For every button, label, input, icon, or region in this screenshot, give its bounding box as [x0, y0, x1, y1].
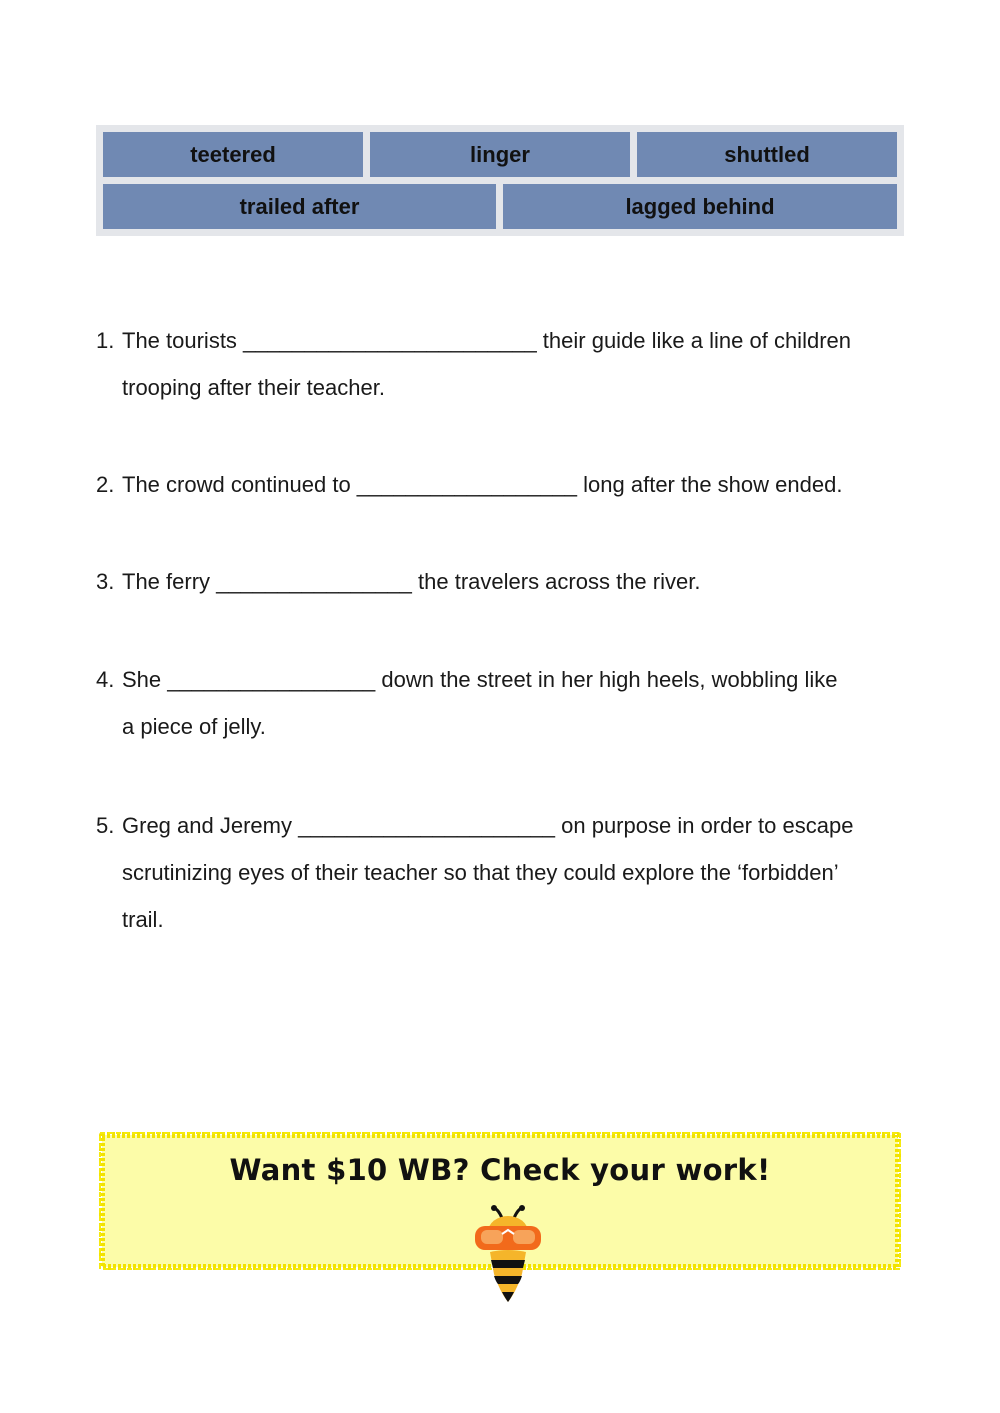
- question-line: She _________________ down the street in her high heels, wobbling like: [122, 667, 838, 692]
- bee-icon: [472, 1204, 544, 1308]
- question-number: 3.: [96, 569, 115, 594]
- question-number: 1.: [96, 328, 115, 353]
- question-line: Greg and Jeremy _____________________ on purpose in order to escape: [122, 813, 854, 838]
- question-line: The crowd continued to __________________ long after the show ended.: [122, 472, 843, 497]
- question-number: 5.: [96, 813, 115, 838]
- question-line: trail.: [122, 907, 164, 932]
- question-line: The ferry ________________ the travelers across the river.: [122, 569, 701, 594]
- word-chip-trailed-after: trailed after: [103, 184, 496, 229]
- question-number: 2.: [96, 472, 115, 497]
- question-2: [96, 461, 926, 508]
- question-4: [96, 656, 926, 750]
- word-chip-lagged-behind: lagged behind: [503, 184, 897, 229]
- question-number: 4.: [96, 667, 115, 692]
- question-5: [96, 802, 926, 943]
- promo-text: Want $10 WB? Check your work!: [229, 1153, 771, 1187]
- question-1: [96, 317, 926, 411]
- question-line: The tourists ________________________ their guide like a line of children: [122, 328, 851, 353]
- question-line: scrutinizing eyes of their teacher so that they could explore the ‘forbidden’: [122, 860, 839, 885]
- word-bank: [96, 125, 904, 236]
- question-line: a piece of jelly.: [122, 714, 266, 739]
- word-chip-shuttled: shuttled: [637, 132, 897, 177]
- question-line: trooping after their teacher.: [122, 375, 385, 400]
- question-3: [96, 558, 926, 605]
- word-chip-linger: linger: [370, 132, 630, 177]
- word-chip-teetered: teetered: [103, 132, 363, 177]
